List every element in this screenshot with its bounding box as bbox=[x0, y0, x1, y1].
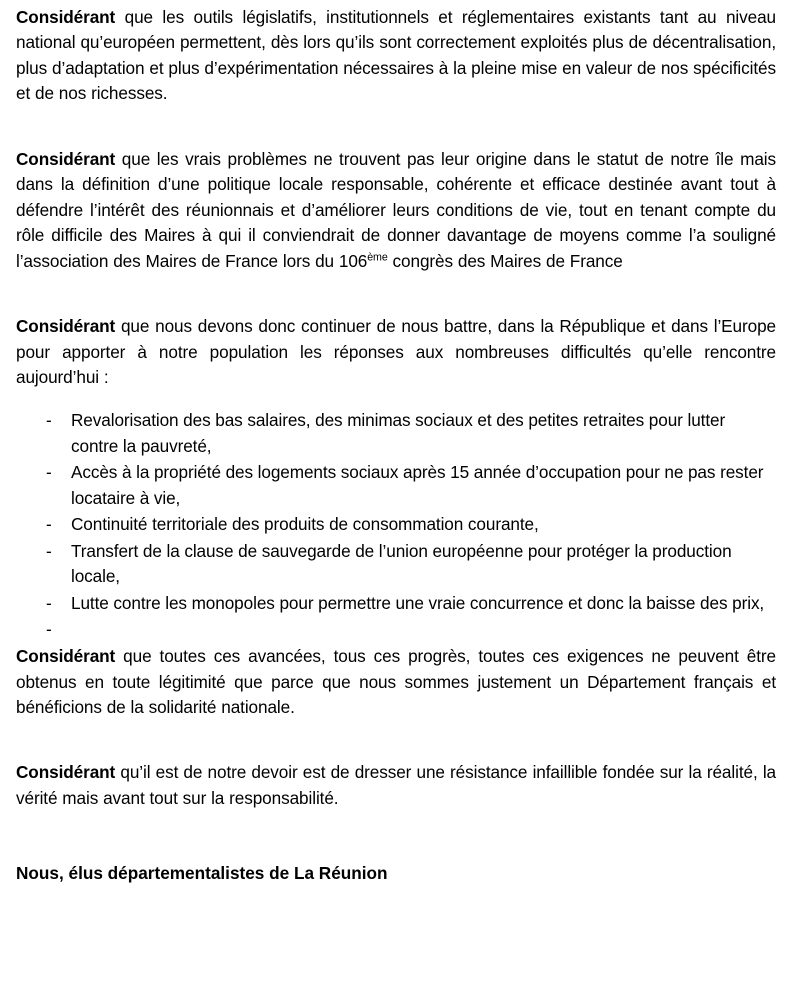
paragraph-text: que les vrais problèmes ne trouvent pas leur origine dans le statut de notre île mais dans la définition d’une politique locale responsable, cohérente et efficace destinée avant tout à défendre l’intérêt des réunionnais et d’améliorer leurs conditions de vie, tout en tenant compte du rôle difficile des Maires à qui il conviendrait de donner davantage de moyens comme l’a souligné l’association des Maires de France lors du 106 bbox=[16, 148, 776, 271]
paragraph-text-tail: congrès des Maires de France bbox=[387, 250, 623, 271]
paragraph-considerant-2 bbox=[16, 147, 776, 274]
list-item-text: Accès à la propriété des logements sociaux après 15 année d’occupation pour ne pas rester locataire à vie, bbox=[71, 462, 764, 508]
paragraph-considerant-3 bbox=[16, 314, 776, 390]
paragraph-text: que toutes ces avancées, tous ces progrès, toutes ces exigences ne peuvent être obtenus en toute légitimité que parce que nous sommes justement un Département français et bénéficions de la solidarité nationale. bbox=[16, 646, 776, 717]
spacer bbox=[16, 390, 776, 408]
list-item-text: Continuité territoriale des produits de consommation courante, bbox=[71, 514, 539, 535]
list-item bbox=[16, 591, 776, 616]
list-item-empty bbox=[16, 617, 776, 643]
document-body bbox=[16, 5, 776, 887]
paragraph-considerant-1 bbox=[16, 5, 776, 107]
bullet-dash-icon: - bbox=[46, 540, 52, 561]
list-item bbox=[16, 512, 776, 537]
paragraph-lead: Considérant bbox=[16, 646, 116, 667]
closing-line: Nous, élus départementalistes de La Réunion bbox=[16, 863, 388, 884]
paragraph-lead: Considérant bbox=[16, 316, 116, 337]
spacer bbox=[16, 720, 776, 760]
paragraph-text: qu’il est de notre devoir est de dresser une résistance infaillible fondée sur la réalité, la vérité mais avant tout sur la responsabilité. bbox=[16, 762, 776, 808]
spacer bbox=[16, 851, 776, 861]
list-item bbox=[16, 539, 776, 590]
bullet-dash-icon: - bbox=[46, 410, 52, 431]
spacer bbox=[16, 811, 776, 851]
demands-list bbox=[16, 408, 776, 643]
paragraph-considerant-4 bbox=[16, 644, 776, 720]
list-item-text: Revalorisation des bas salaires, des minimas sociaux et des petites retraites pour lutter contre la pauvreté, bbox=[71, 410, 726, 456]
bullet-dash-icon: - bbox=[46, 619, 52, 640]
bullet-dash-icon: - bbox=[46, 514, 52, 535]
paragraph-considerant-5 bbox=[16, 760, 776, 811]
bullet-dash-icon: - bbox=[46, 592, 52, 613]
list-item-text: Transfert de la clause de sauvegarde de l’union européenne pour protéger la production locale, bbox=[71, 540, 732, 587]
spacer bbox=[16, 107, 776, 147]
list-item bbox=[16, 460, 776, 511]
spacer bbox=[16, 274, 776, 314]
paragraph-lead: Considérant bbox=[16, 762, 116, 783]
list-item-text: Lutte contre les monopoles pour permettre une vraie concurrence et donc la baisse des prix, bbox=[71, 592, 765, 613]
paragraph-lead: Considérant bbox=[16, 7, 116, 27]
ordinal-suffix: ème bbox=[367, 250, 388, 263]
paragraph-lead: Considérant bbox=[16, 148, 116, 169]
paragraph-text: que les outils législatifs, institutionnels et réglementaires existants tant au niveau national qu’européen permettent, dès lors qu’ils sont correctement exploités plus de décentralisation, plus d’adaptation et plus d’expérimentation nécessaires à la pleine mise en valeur de nos spécificités et de nos richesses. bbox=[16, 7, 776, 104]
bullet-dash-icon: - bbox=[46, 462, 52, 483]
paragraph-text: que nous devons donc continuer de nous battre, dans la République et dans l’Europe pour apporter à notre population les réponses aux nombreuses difficultés qu’elle rencontre aujourd’hui : bbox=[16, 316, 776, 387]
list-item bbox=[16, 408, 776, 459]
